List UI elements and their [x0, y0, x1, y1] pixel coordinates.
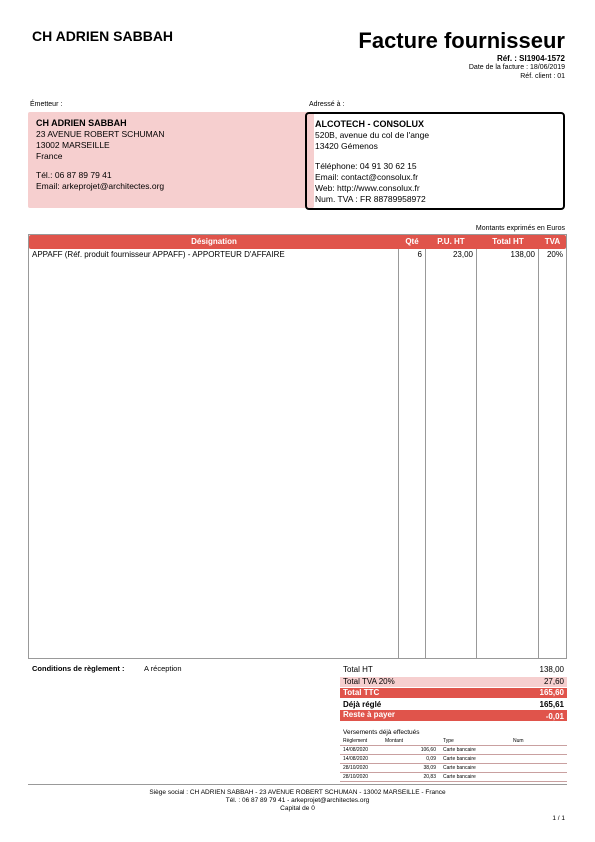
payment-date: 14/08/2020 — [343, 747, 369, 753]
footer-capital: Capital de 0 — [280, 805, 315, 812]
emitter-box — [28, 112, 314, 208]
emitter-country: France — [36, 151, 63, 161]
header-designation: Désignation — [191, 237, 237, 246]
payment-amount: 0,09 — [426, 756, 436, 762]
addressee-address-line2: 13420 Gémenos — [315, 141, 378, 151]
row-unit-price: 23,00 — [452, 250, 473, 259]
footer-contact: Tél. : 06 87 89 79 41 - arkeprojet@architectes.org — [225, 797, 370, 804]
row-vat: 20% — [546, 250, 563, 259]
invoice-reference: Réf. : SI1904-1572 — [496, 54, 565, 63]
payment-date: 14/08/2020 — [343, 756, 369, 762]
payment-amount: 106,60 — [420, 747, 436, 753]
column-divider — [538, 249, 539, 658]
page-number: 1 / 1 — [552, 815, 565, 822]
column-divider — [425, 249, 426, 658]
already-paid-label: Déjà réglé — [343, 700, 382, 709]
emitter-email: Email: arkeprojet@architectes.org — [36, 181, 165, 191]
addressee-web: Web: http://www.consolux.fr — [315, 183, 420, 193]
header-total-ht: Total HT — [492, 237, 524, 246]
table-header — [29, 235, 566, 249]
payment-row — [340, 746, 567, 755]
payments-header-type: Type — [443, 738, 454, 744]
header-unit-price: P.U. HT — [437, 237, 465, 246]
emitter-address-line1: 23 AVENUE ROBERT SCHUMAN — [36, 129, 165, 139]
issuer-company-name: CH ADRIEN SABBAH — [32, 28, 174, 44]
addressee-vat-number: Num. TVA : FR 88789958972 — [315, 194, 426, 204]
document-title: Facture fournisseur — [358, 28, 565, 53]
payment-date: 28/10/2020 — [343, 774, 369, 780]
client-reference: Réf. client : 01 — [520, 73, 565, 80]
payments-table — [340, 737, 567, 782]
row-quantity: 6 — [417, 250, 422, 259]
addressee-label: Adressé à : — [309, 101, 345, 108]
currency-note: Montants exprimés en Euros — [475, 225, 565, 232]
payment-row — [340, 773, 567, 782]
addressee-box — [305, 112, 565, 210]
payments-header — [340, 737, 567, 746]
payment-type: Carte bancaire — [443, 774, 476, 780]
total-tva-row — [340, 677, 567, 687]
payments-header-amount: Montant — [385, 738, 404, 744]
total-ttc-label: Total TTC — [343, 688, 380, 697]
header-quantity: Qté — [405, 237, 419, 246]
payment-date: 28/10/2020 — [343, 765, 369, 771]
emitter-phone: Tél.: 06 87 89 79 41 — [36, 170, 112, 180]
total-ttc-value: 165,60 — [539, 688, 564, 697]
payment-type: Carte bancaire — [443, 747, 476, 753]
remaining-label: Reste à payer — [343, 710, 396, 719]
payment-amount: 20,83 — [423, 774, 436, 780]
payment-row — [340, 755, 567, 764]
total-ht-row — [340, 665, 567, 675]
already-paid-row — [340, 700, 567, 710]
payment-conditions-value: A réception — [144, 664, 182, 673]
line-items-table — [28, 234, 567, 659]
column-divider — [398, 249, 399, 658]
addressee-address-line1: 520B, avenue du col de l'ange — [315, 130, 430, 140]
remaining-value: -0,01 — [545, 712, 564, 721]
emitter-name: CH ADRIEN SABBAH — [36, 118, 127, 128]
addressee-phone: Téléphone: 04 91 30 62 15 — [315, 161, 417, 171]
payments-header-date: Règlement — [343, 738, 368, 744]
total-ht-value: 138,00 — [539, 665, 564, 674]
invoice-date: Date de la facture : 18/06/2019 — [468, 64, 565, 71]
footer-registered-office: Siège social : CH ADRIEN SABBAH - 23 AVENUE ROBERT SCHUMAN - 13002 MARSEILLE - France — [149, 789, 446, 796]
addressee-name: ALCOTECH - CONSOLUX — [315, 119, 424, 129]
row-designation: APPAFF (Réf. produit fournisseur APPAFF) - APPORTEUR D'AFFAIRE — [32, 250, 285, 259]
emitter-label: Émetteur : — [30, 101, 63, 108]
header-vat: TVA — [544, 237, 561, 246]
remaining-row — [340, 710, 567, 721]
payment-row — [340, 764, 567, 773]
payment-type: Carte bancaire — [443, 765, 476, 771]
column-divider — [476, 249, 477, 658]
row-total-ht: 138,00 — [510, 250, 535, 259]
payment-conditions-label: Conditions de règlement : — [32, 664, 125, 673]
emitter-address-line2: 13002 MARSEILLE — [36, 140, 110, 150]
payments-title: Versements déjà effectués — [343, 729, 420, 736]
addressee-email: Email: contact@consolux.fr — [315, 172, 419, 182]
footer-divider — [28, 784, 567, 785]
total-tva-label: Total TVA 20% — [343, 677, 395, 686]
payments-header-num: Num — [513, 738, 524, 744]
total-ht-label: Total HT — [343, 665, 373, 674]
payment-amount: 38,09 — [423, 765, 436, 771]
already-paid-value: 165,61 — [539, 700, 564, 709]
payment-type: Carte bancaire — [443, 756, 476, 762]
total-tva-value: 27,60 — [543, 677, 564, 686]
total-ttc-row — [340, 688, 567, 698]
